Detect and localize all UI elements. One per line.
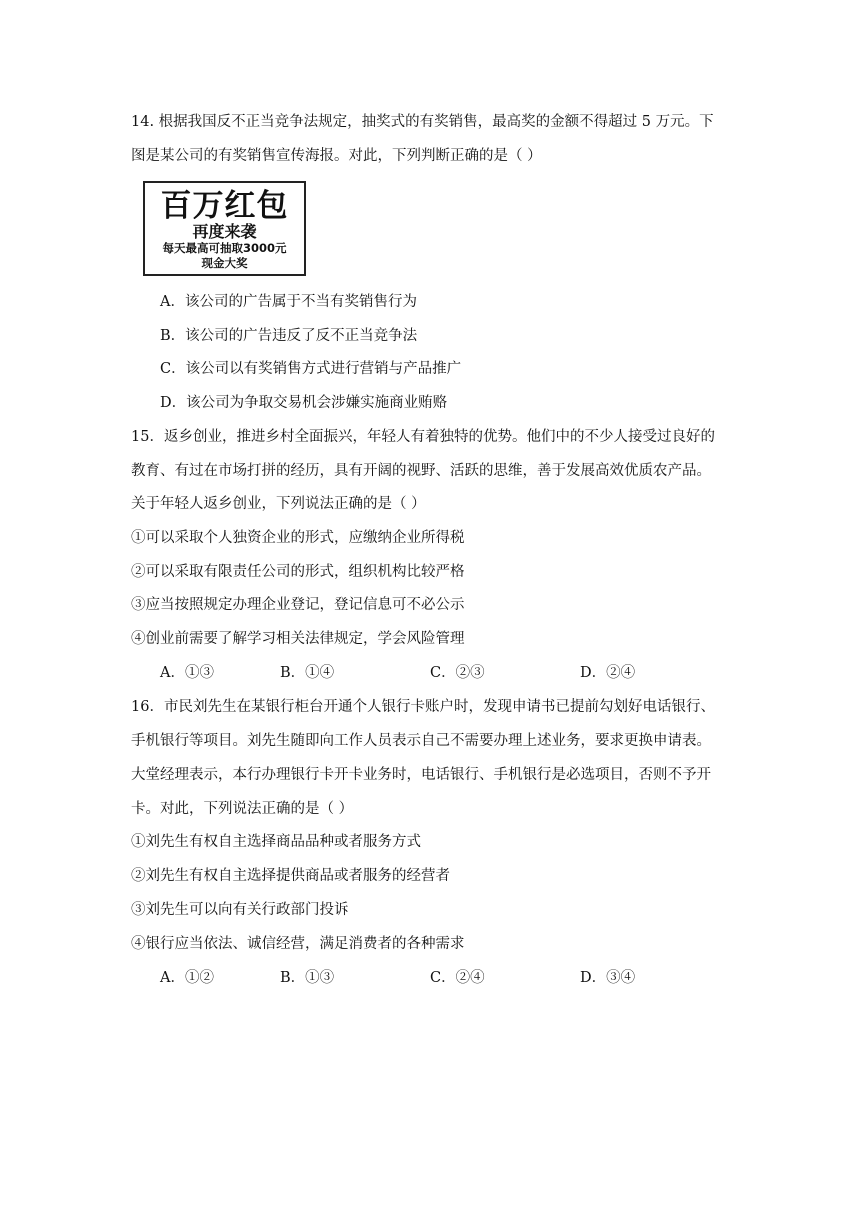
q15-statement-1: ①可以采取个人独资企业的形式，应缴纳企业所得税 bbox=[131, 530, 465, 546]
poster-subtitle: 再度来袭 bbox=[192, 222, 257, 241]
q16-choice-d: D．③④ bbox=[580, 970, 636, 986]
poster-prize-type: 现金大奖 bbox=[201, 256, 248, 270]
q16-stem-line-2: 手机银行等项目。刘先生随即向工作人员表示自己不需要办理上述业务，要求更换申请表。 bbox=[131, 733, 711, 749]
q14-stem-line-1: 14. 根据我国反不正当竞争法规定，抽奖式的有奖销售，最高奖的金额不得超过 5 万元。下 bbox=[131, 114, 714, 130]
poster-prize-line: 每天最高可抽取3000元 bbox=[162, 241, 287, 255]
q16-statement-2: ②刘先生有权自主选择提供商品或者服务的经营者 bbox=[131, 868, 450, 884]
q15-choice-c: C．②③ bbox=[430, 665, 485, 681]
q16-statement-4: ④银行应当依法、诚信经营，满足消费者的各种需求 bbox=[131, 936, 465, 952]
poster-title: 百万红包 bbox=[160, 188, 289, 224]
q15-choice-a: A．①③ bbox=[160, 665, 214, 681]
q16-statement-1: ①刘先生有权自主选择商品品种或者服务方式 bbox=[131, 834, 421, 850]
q14-option-a: A．该公司的广告属于不当有奖销售行为 bbox=[160, 294, 417, 310]
q14-option-d: D．该公司为争取交易机会涉嫌实施商业贿赂 bbox=[160, 395, 448, 411]
q15-statement-3: ③应当按照规定办理企业登记，登记信息可不必公示 bbox=[131, 597, 465, 613]
q16-stem-line-4: 卡。对此，下列说法正确的是（ ） bbox=[131, 801, 354, 817]
q16-choice-b: B．①③ bbox=[280, 970, 335, 986]
q15-choice-d: D．②④ bbox=[580, 665, 636, 681]
q15-stem-line-3: 关于年轻人返乡创业，下列说法正确的是（ ） bbox=[131, 496, 426, 512]
q15-stem-line-2: 教育、有过在市场打拼的经历，具有开阔的视野、活跃的思维，善于发展高效优质农产品。 bbox=[131, 463, 711, 479]
q15-choices bbox=[160, 663, 720, 683]
q15-statement-4: ④创业前需要了解学习相关法律规定，学会风险管理 bbox=[131, 631, 465, 647]
q14-option-b: B．该公司的广告违反了反不正当竞争法 bbox=[160, 328, 418, 344]
q16-stem-line-3: 大堂经理表示，本行办理银行卡开卡业务时，电话银行、手机银行是必选项目，否则不予开 bbox=[131, 767, 711, 783]
promo-poster bbox=[143, 181, 306, 276]
q15-statement-2: ②可以采取有限责任公司的形式，组织机构比较严格 bbox=[131, 564, 465, 580]
q14-option-c: C．该公司以有奖销售方式进行营销与产品推广 bbox=[160, 361, 462, 377]
q15-stem-line-1: 15．返乡创业，推进乡村全面振兴，年轻人有着独特的优势。他们中的不少人接受过良好的 bbox=[131, 429, 715, 445]
q15-choice-b: B．①④ bbox=[280, 665, 335, 681]
q16-stem-line-1: 16．市民刘先生在某银行柜台开通个人银行卡账户时，发现申请书已提前勾划好电话银行、 bbox=[131, 699, 715, 715]
q16-choice-c: C．②④ bbox=[430, 970, 485, 986]
q16-choices bbox=[160, 968, 720, 988]
q16-choice-a: A．①② bbox=[160, 970, 214, 986]
q16-statement-3: ③刘先生可以向有关行政部门投诉 bbox=[131, 902, 349, 918]
q14-stem-line-2: 图是某公司的有奖销售宣传海报。对此，下列判断正确的是（ ） bbox=[131, 148, 542, 164]
